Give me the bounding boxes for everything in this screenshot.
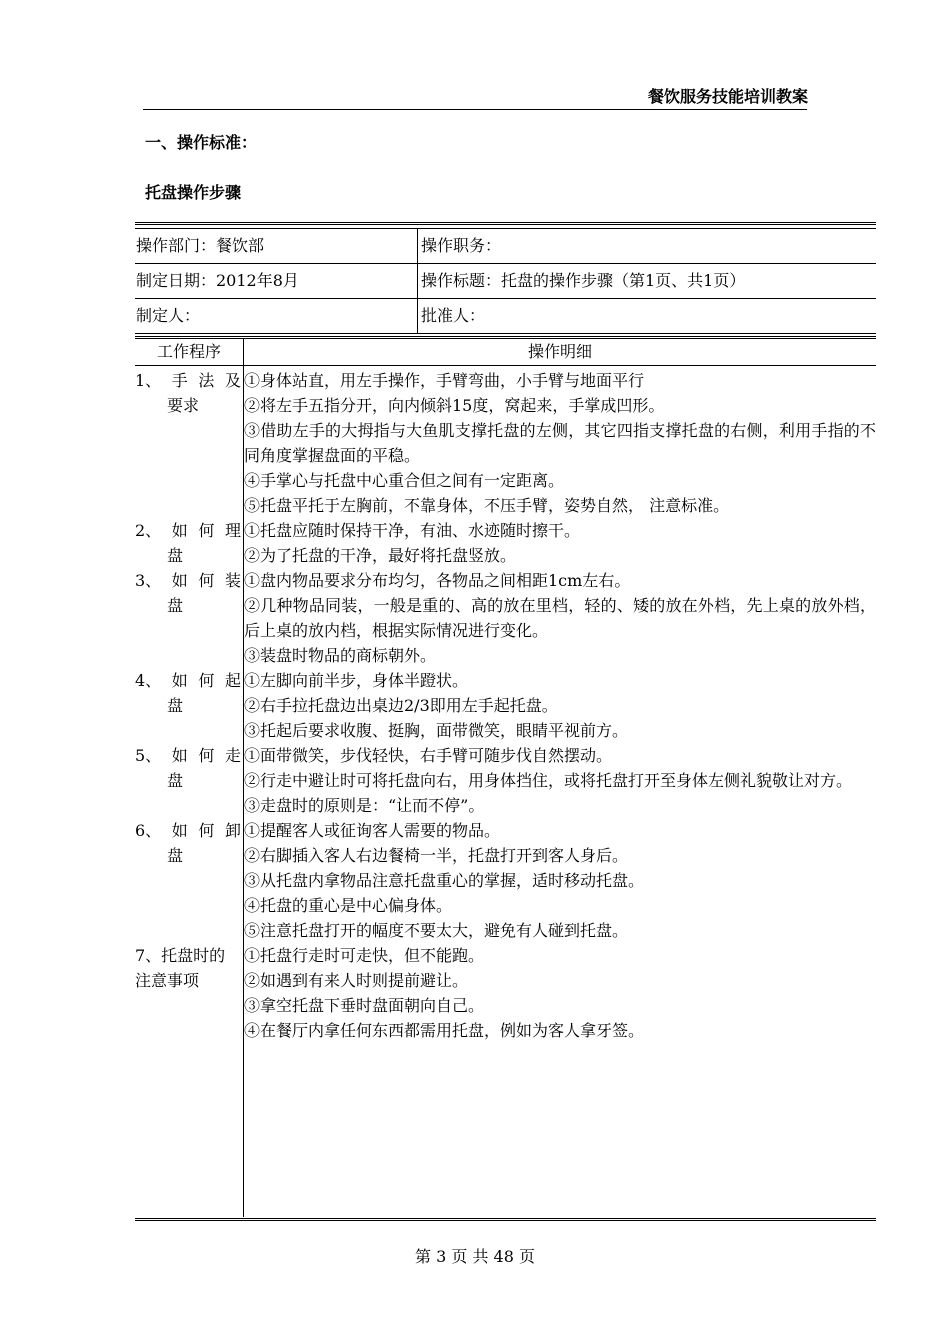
- detail-item: ①左脚向前半步，身体半蹬状。: [244, 671, 469, 690]
- step-label-part: 5、: [135, 746, 162, 765]
- step-label: [135, 668, 243, 743]
- step-label: [135, 568, 243, 668]
- step-label: [135, 743, 243, 818]
- detail-item: ②将左手五指分开，向内倾斜15度，窝起来，手掌成凹形。: [244, 396, 665, 415]
- detail-item: ③装盘时物品的商标朝外。: [244, 646, 437, 665]
- step-5: [135, 743, 876, 818]
- step-details: [243, 568, 876, 668]
- detail-item: ②行走中避让时可将托盘向右，用身体挡住，或将托盘打开至身体左侧礼貌敬让对方。: [244, 771, 853, 790]
- detail-item: ①提醒客人或征询客人需要的物品。: [244, 821, 501, 840]
- header-title: 餐饮服务技能培训教案: [647, 87, 808, 106]
- step-label-line2: 盘: [167, 771, 184, 790]
- step-7: [135, 943, 876, 1043]
- procedure-body: [135, 368, 876, 1043]
- step-label-part: 2、: [135, 521, 162, 540]
- detail-item: ①身体站直，用左手操作，手臂弯曲，小手臂与地面平行: [244, 371, 645, 390]
- detail-item: ①盘内物品要求分布均匀，各物品之间相距1cm左右。: [244, 571, 631, 590]
- step-details: [243, 743, 876, 818]
- header-details: 操作明细: [527, 342, 592, 361]
- step-label-part: 1、: [135, 371, 162, 390]
- step-label-part: 何: [198, 671, 215, 690]
- detail-item: ②右手拉托盘边出桌边2/3即用左手起托盘。: [244, 696, 558, 715]
- step-details: [243, 368, 876, 518]
- info-table: [135, 222, 876, 339]
- info-cell-operation-title: 操作标题：托盘的操作步骤（第1页、共1页）: [421, 271, 746, 290]
- detail-item: ④在餐厅内拿任何东西都需用托盘，例如为客人拿牙签。: [244, 1021, 645, 1040]
- step-label-part: 理: [224, 521, 241, 540]
- step-label-part: 何: [198, 571, 215, 590]
- procedure-table-bottom-border: [135, 1216, 876, 1221]
- info-table-top-border: [135, 222, 876, 229]
- step-label-part: 3、: [135, 571, 162, 590]
- step-label-line2: 盘: [167, 696, 184, 715]
- detail-item: ①面带微笑，步伐轻快，右手臂可随步伐自然摆动。: [244, 746, 613, 765]
- info-row-date: [135, 264, 876, 299]
- step-4: [135, 668, 876, 743]
- detail-item: ⑤注意托盘打开的幅度不要太大，避免有人碰到托盘。: [244, 921, 629, 940]
- step-label: [135, 943, 243, 1043]
- step-details: [243, 818, 876, 943]
- detail-item: ③走盘时的原则是：“让而不停”。: [244, 796, 485, 815]
- page-footer: 第 3 页 共 48 页: [415, 1247, 535, 1266]
- step-details: [243, 943, 876, 1043]
- step-label-part: 何: [198, 746, 215, 765]
- step-label-part: 如: [171, 746, 188, 765]
- info-cell-author: 制定人：: [135, 299, 418, 333]
- step-label-part: 法: [198, 371, 215, 390]
- detail-item: ①托盘行走时可走快，但不能跑。: [244, 946, 485, 965]
- procedure-table: [135, 338, 876, 1217]
- info-cell-date: 制定日期：2012年8月: [135, 264, 418, 298]
- step-label-part: 装: [224, 571, 241, 590]
- detail-item: ②右脚插入客人右边餐椅一半，托盘打开到客人身后。: [244, 846, 629, 865]
- step-label: [135, 518, 243, 568]
- detail-item: ③从托盘内拿物品注意托盘重心的掌握，适时移动托盘。: [244, 871, 645, 890]
- detail-item: ④手掌心与托盘中心重合但之间有一定距离。: [244, 471, 565, 490]
- step-1: [135, 368, 876, 518]
- step-label-part: 如: [171, 671, 188, 690]
- step-2: [135, 518, 876, 568]
- step-label-part: 6、: [135, 821, 162, 840]
- step-label-part: 何: [198, 821, 215, 840]
- step-label-part: 如: [171, 821, 188, 840]
- step-3: [135, 568, 876, 668]
- sub-title: 托盘操作步骤: [145, 183, 242, 202]
- info-cell-position: 操作职务：: [421, 236, 502, 255]
- step-label-line2: 盘: [167, 546, 184, 565]
- step-label-part: 如: [171, 571, 188, 590]
- step-label-part: 及: [224, 371, 241, 390]
- section-title: 一、操作标准：: [145, 133, 258, 152]
- step-label: [135, 368, 243, 518]
- step-details: [243, 518, 876, 568]
- step-label-part: 卸: [224, 821, 241, 840]
- step-label-line2: 要求: [167, 396, 200, 415]
- detail-item: ②几种物品同装，一般是重的、高的放在里档，轻的、矮的放在外档，先上桌的放外档，后上桌的放内档，根据实际情况进行变化。: [244, 596, 876, 640]
- step-6: [135, 818, 876, 943]
- detail-item: ③借助左手的大拇指与大鱼肌支撑托盘的左侧，其它四指支撑托盘的右侧，利用手指的不同角度掌握盘面的平稳。: [244, 421, 876, 465]
- detail-item: ①托盘应随时保持干净，有油、水迹随时擦干。: [244, 521, 581, 540]
- detail-item: ④托盘的重心是中心偏身体。: [244, 896, 453, 915]
- step-label-line1: 7、托盘时的: [135, 946, 226, 965]
- detail-item: ⑤托盘平托于左胸前，不靠身体，不压手臂，姿势自然， 注意标准。: [244, 496, 730, 515]
- step-label-line2: 盘: [167, 846, 184, 865]
- detail-item: ③托起后要求收腹、挺胸，面带微笑，眼睛平视前方。: [244, 721, 629, 740]
- header-rule: [143, 109, 807, 110]
- info-cell-department: 操作部门：餐饮部: [135, 229, 418, 263]
- step-label-part: 起: [224, 671, 241, 690]
- info-row-author: [135, 299, 876, 334]
- step-details: [243, 668, 876, 743]
- step-label-part: 如: [171, 521, 188, 540]
- header-procedure: 工作程序: [156, 342, 221, 361]
- step-label-part: 手: [171, 371, 188, 390]
- detail-item: ②如遇到有来人时则提前避让。: [244, 971, 469, 990]
- step-label-part: 4、: [135, 671, 162, 690]
- step-label-line2: 盘: [167, 596, 184, 615]
- detail-item: ③拿空托盘下垂时盘面朝向自己。: [244, 996, 485, 1015]
- info-row-department: [135, 229, 876, 264]
- detail-item: ②为了托盘的干净，最好将托盘竖放。: [244, 546, 517, 565]
- info-cell-approver: 批准人：: [421, 306, 486, 325]
- procedure-header-row: [135, 339, 876, 366]
- step-label-line2: 注意事项: [135, 971, 200, 990]
- step-label-part: 何: [198, 521, 215, 540]
- step-label: [135, 818, 243, 943]
- step-label-part: 走: [224, 746, 241, 765]
